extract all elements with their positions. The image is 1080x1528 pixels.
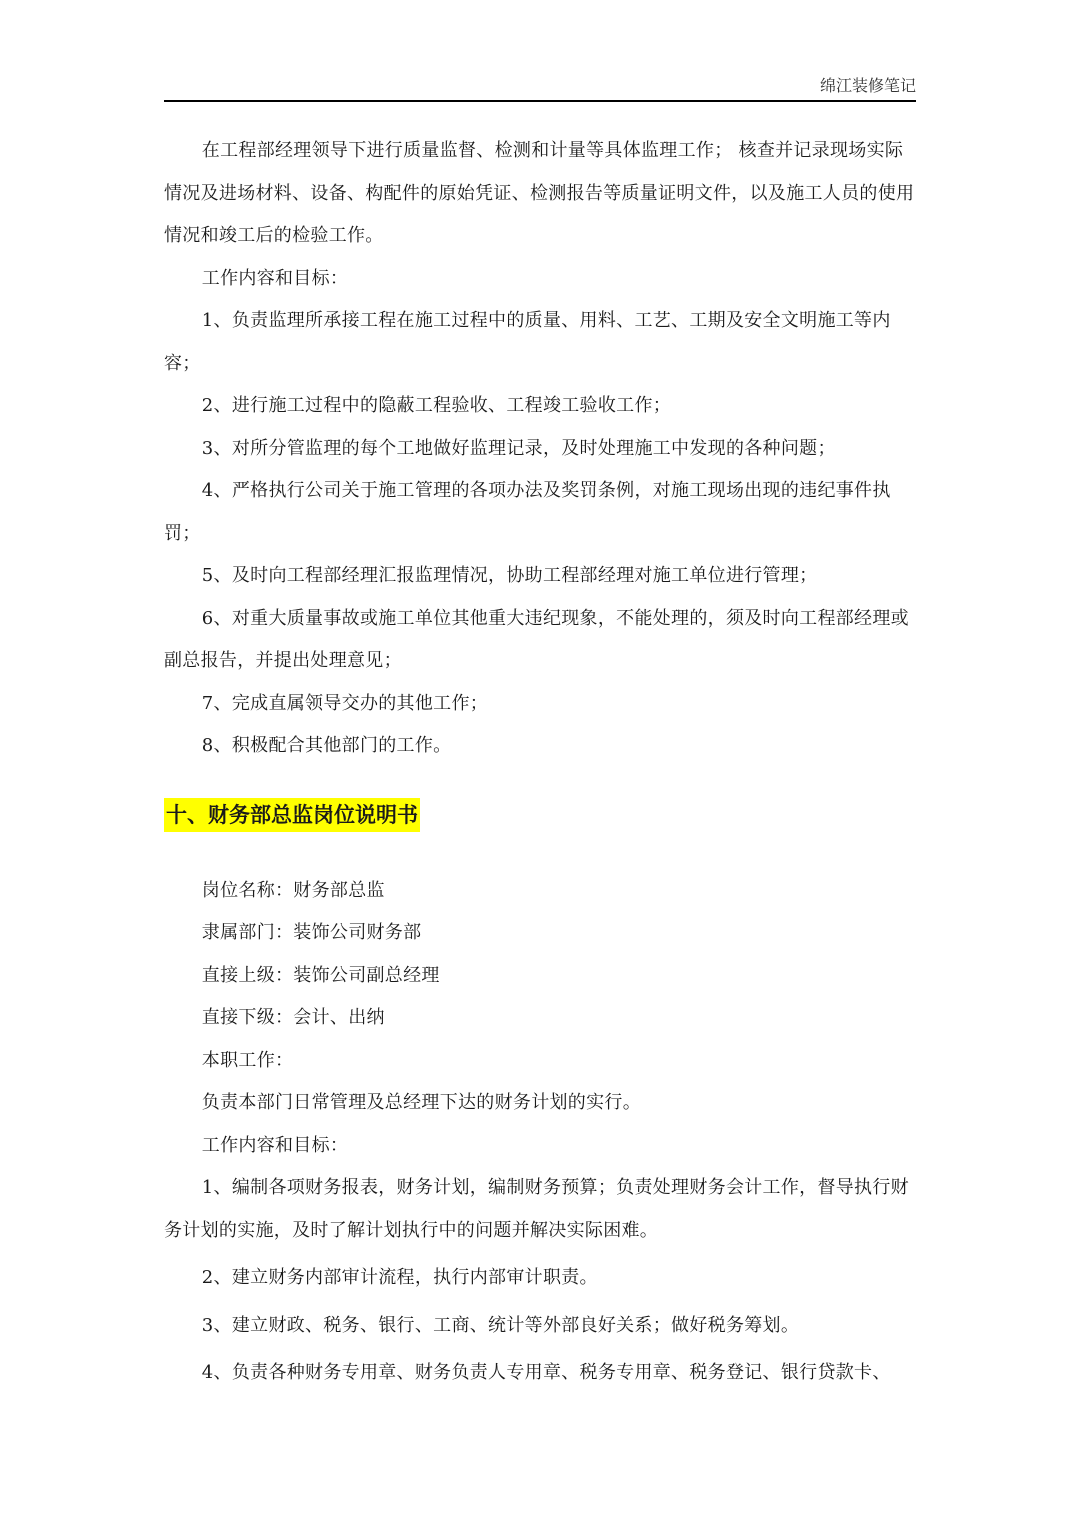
department: 隶属部门：装饰公司财务部 (201, 922, 422, 943)
direct-subordinate: 直接下级：会计、出纳 (201, 1007, 385, 1028)
section-heading (164, 798, 916, 836)
duty-text: 负责本部门日常管理及总经理下达的财务计划的实行。 (201, 1092, 641, 1113)
supervisor-section (164, 130, 916, 768)
header-title: 绵江装修笔记 (819, 76, 916, 95)
position-name: 岗位名称：财务部总监 (201, 879, 385, 901)
page-header (164, 76, 916, 102)
direct-superior: 直接上级：装饰公司副总经理 (201, 964, 440, 986)
duty-label: 本职工作： (201, 1049, 294, 1071)
finance-goals-label: 工作内容和目标： (201, 1134, 349, 1156)
supervisor-item-1: 1、负责监理所承接工程在施工过程中的质量、用料、工艺、工期及安全文明施工等内容； (164, 310, 891, 374)
supervisor-item-6: 6、对重大质量事故或施工单位其他重大违纪现象，不能处理的，须及时向工程部经理或副总报告，并提出处理意见； (164, 607, 909, 671)
supervisor-item-4: 4、严格执行公司关于施工管理的各项办法及奖罚条例，对施工现场出现的违纪事件执罚； (164, 480, 891, 544)
supervisor-item-5: 5、及时向工程部经理汇报监理情况，协助工程部经理对施工单位进行管理； (201, 565, 818, 586)
finance-item-4: 4、负责各种财务专用章、财务负责人专用章、税务专用章、税务登记、银行贷款卡、 (201, 1362, 891, 1383)
finance-items (164, 1167, 916, 1395)
supervisor-item-8: 8、积极配合其他部门的工作。 (201, 735, 452, 756)
finance-item-1: 1、编制各项财务报表，财务计划，编制财务预算；负责处理财务会计工作，督导执行财务计划的实施，及时了解计划执行中的问题并解决实际困难。 (164, 1177, 909, 1241)
supervisor-item-7: 7、完成直属领导交办的其他工作； (201, 692, 489, 714)
finance-heading: 十、财务部总监岗位说明书 (164, 798, 420, 832)
supervisor-goals-label: 工作内容和目标： (201, 267, 349, 289)
supervisor-item-2: 2、进行施工过程中的隐蔽工程验收、工程竣工验收工作； (201, 395, 672, 416)
finance-item-3: 3、建立财政、税务、银行、工商、统计等外部良好关系；做好税务筹划。 (201, 1314, 800, 1336)
document-body (164, 130, 916, 1400)
finance-item-2: 2、建立财务内部审计流程，执行内部审计职责。 (201, 1267, 598, 1288)
supervisor-item-3: 3、对所分管监理的每个工地做好监理记录，及时处理施工中发现的各种问题； (201, 437, 836, 459)
finance-section (164, 870, 916, 1395)
supervisor-intro: 在工程部经理领导下进行质量监督、检测和计量等具体监理工作； 核查并记录现场实际情况及进场材料、设备、构配件的原始凭证、检测报告等质量证明文件，以及施工人员的使用情况和竣工后的检验工作。 (164, 140, 915, 246)
